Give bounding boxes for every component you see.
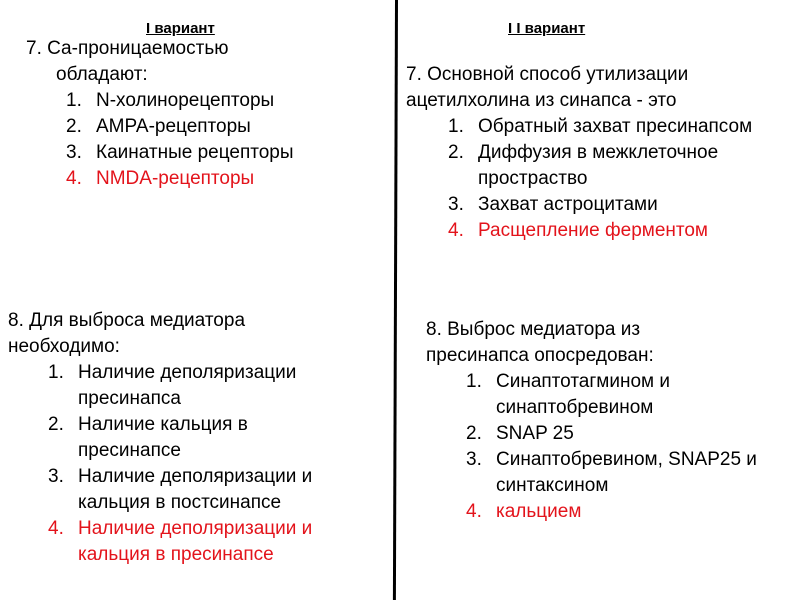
answer-options <box>66 88 376 192</box>
answer-text: Наличие деполяризации пресинапса <box>78 362 297 409</box>
correct-answer-option: 4. кальцием <box>466 501 582 522</box>
answer-text: кальцием <box>496 501 582 522</box>
answer-options <box>48 360 348 568</box>
correct-answer-option: 4. Наличие деполяризации и кальция в пресинапсе <box>48 518 313 565</box>
answer-text: Расщепление ферментом <box>478 220 708 241</box>
column-divider <box>393 0 398 600</box>
variant2-question-7 <box>406 62 796 244</box>
answer-option: 2. АМРА-рецепторы <box>66 116 251 137</box>
answer-option: 2. Диффузия в межклеточное простраство <box>448 142 719 189</box>
answer-option: 3. Каинатные рецепторы <box>66 142 294 163</box>
answer-text: Наличие деполяризации и кальция в постсинапсе <box>78 466 313 513</box>
correct-answer-option: 4. NMDA-рецепторы <box>66 168 255 189</box>
answer-text: Обратный захват пресинапсом <box>478 116 753 137</box>
question-line: обладают: <box>56 64 148 85</box>
answer-text: Каинатные рецепторы <box>96 142 294 163</box>
question-text <box>8 308 380 360</box>
answer-option: 2. SNAP 25 <box>466 423 574 444</box>
answer-text: Наличие кальция в пресинапсе <box>78 414 248 461</box>
answer-text: N-холинорецепторы <box>96 90 275 111</box>
variant2-heading: I I вариант <box>508 20 586 37</box>
answer-text: NMDA-рецепторы <box>96 168 255 189</box>
answer-option: 3. Захват астроцитами <box>448 194 658 215</box>
answer-text: Диффузия в межклеточное простраство <box>478 142 719 189</box>
answer-option: 2. Наличие кальция в пресинапсе <box>48 414 248 461</box>
answer-option: 3. Наличие деполяризации и кальция в постсинапсе <box>48 466 313 513</box>
variant2-question-8 <box>426 317 798 525</box>
answer-text: АМРА-рецепторы <box>96 116 251 137</box>
answer-option: 3. Синаптобревином, SNAP25 и синтаксином <box>466 449 757 496</box>
correct-answer-option: 4. Расщепление ферментом <box>448 220 708 241</box>
variant1-question-7 <box>26 36 376 192</box>
question-text <box>26 36 376 88</box>
variant1-heading: I вариант <box>146 20 215 37</box>
question-line: 7. Са-проницаемостью <box>26 38 229 59</box>
answer-option: 1. Обратный захват пресинапсом <box>448 116 753 137</box>
answer-text: Синаптобревином, SNAP25 и синтаксином <box>496 449 757 496</box>
variant1-question-8 <box>8 308 380 568</box>
answer-text: SNAP 25 <box>496 423 574 444</box>
answer-text: Наличие деполяризации и кальция в пресинапсе <box>78 518 313 565</box>
question-text <box>426 317 798 369</box>
answer-option: 1. Синаптотагмином и синаптобревином <box>466 371 670 418</box>
question-line: ацетилхолина из синапса - это <box>406 90 677 111</box>
answer-option: 1. Наличие деполяризации пресинапса <box>48 362 297 409</box>
answer-options <box>448 114 778 244</box>
answer-option: 1. N-холинорецепторы <box>66 90 275 111</box>
question-line: 7. Основной способ утилизации <box>406 64 689 85</box>
question-text <box>406 62 796 114</box>
answer-options <box>466 369 796 525</box>
question-line: необходимо: <box>8 336 120 357</box>
question-line: 8. Выброс медиатора из <box>426 319 641 340</box>
question-line: 8. Для выброса медиатора <box>8 310 246 331</box>
answer-text: Синаптотагмином и синаптобревином <box>496 371 670 418</box>
question-line: пресинапса опосредован: <box>426 345 654 366</box>
answer-text: Захват астроцитами <box>478 194 658 215</box>
